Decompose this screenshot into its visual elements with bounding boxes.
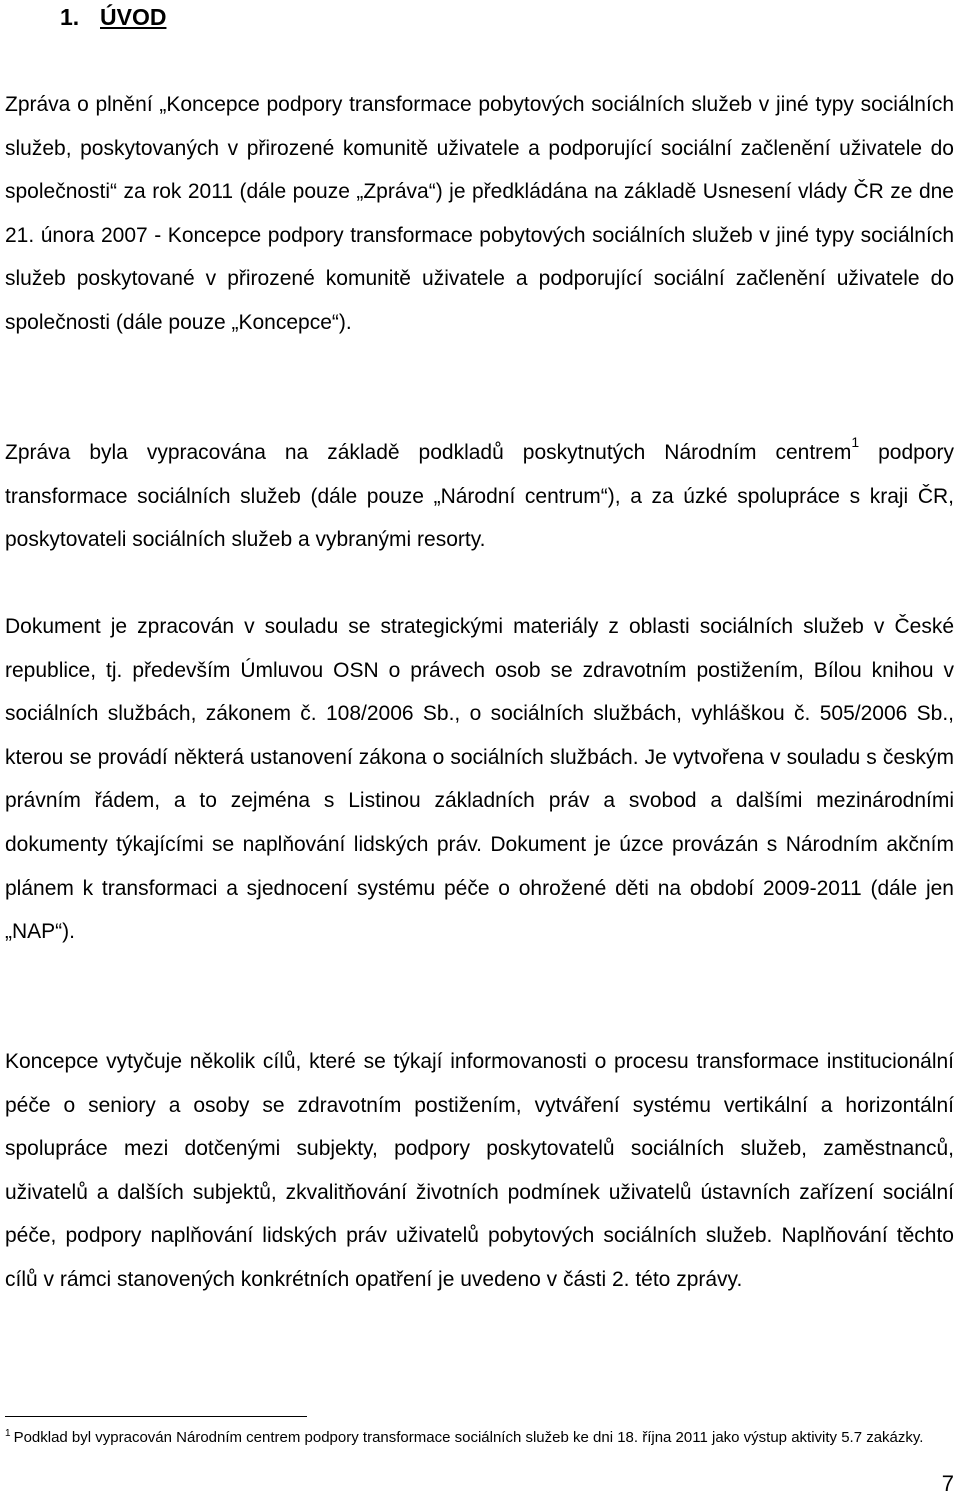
footnote-reference[interactable]: 1 [851,434,860,450]
footnote-text: Podklad byl vypracován Národním centrem podpory transformace sociálních služeb ke dni 18. října 2011 jako výstup aktivity 5.7 zakázky. [13,1429,924,1446]
paragraph-text: Koncepce vytyčuje několik cílů, které se týkají informovanosti o procesu transformace institucionální péče o seniory a osoby se zdravotním postižením, vytváření systému vertikální a horizontální spolupráce mezi dotčenými subjekty, podpory poskytovatelů sociálních služeb, zaměstnanců, uživatelů a dalších subjektů, zkvalitňování životních podmínek uživatelů ústavních zařízení sociální péče, podpory naplňování lidských práv uživatelů pobytových sociálních služeb. Naplňování těchto cílů v rámci stanovených konkrétních opatření je uvedeno v části 2. této zprávy. [5,1050,954,1291]
paragraph-strategy [5,605,954,954]
paragraph-sources [5,431,954,562]
section-heading [2,2,166,32]
paragraph-text: Zpráva byla vypracována na základě podkladů poskytnutých Národním centrem [5,441,852,464]
paragraph-text: Zpráva o plnění „Koncepce podpory transformace pobytových sociálních služeb v jiné typy sociálních služeb, poskytovaných v přirozené komunitě uživatele a podporující sociální začlenění uživatele do společnosti“ za rok 2011 (dále pouze „Zpráva“) je předkládána na základě Usnesení vlády ČR ze dne 21. února 2007 - Koncepce podpory transformace pobytových sociálních služeb v jiné typy sociálních služeb poskytované v přirozené komunitě uživatele a podporující sociální začlenění uživatele do společnosti (dále pouze „Koncepce“). [5,93,954,334]
paragraph-goals [5,1040,954,1302]
paragraph-text: Dokument je zpracován v souladu se strategickými materiály z oblasti sociálních služeb v České republice, tj. především Úmluvou OSN o právech osob se zdravotním postižením, Bílou knihou v sociálních službách, zákonem č. 108/2006 Sb., o sociálních službách, vyhláškou č. 505/2006 Sb., kterou se provádí některá ustanovení zákona o sociálních službách. Je vytvořena v souladu s českým právním řádem, a to zejména s Listinou základních práv a svobod a dalšími mezinárodními dokumenty týkajícími se naplňování lidských práv. Dokument je úzce provázán s Národním akčním plánem k transformaci a sjednocení systému péče o ohrožené děti na období 2009-2011 (dále jen „NAP“). [5,615,954,944]
paragraph-intro [5,83,954,345]
footnote-separator [5,1416,307,1417]
footnote-marker: 1 [5,1428,11,1439]
paragraph-text-continued: podpory transformace sociálních služeb (dále pouze „Národní centrum“), a za úzké spolupráce s kraji ČR, poskytovateli sociálních služeb a vybranými resorty. [5,441,955,552]
page-number: 7 [941,1471,954,1496]
section-number: 1. [60,4,80,30]
section-title: ÚVOD [100,4,167,30]
footnote [5,1427,950,1448]
